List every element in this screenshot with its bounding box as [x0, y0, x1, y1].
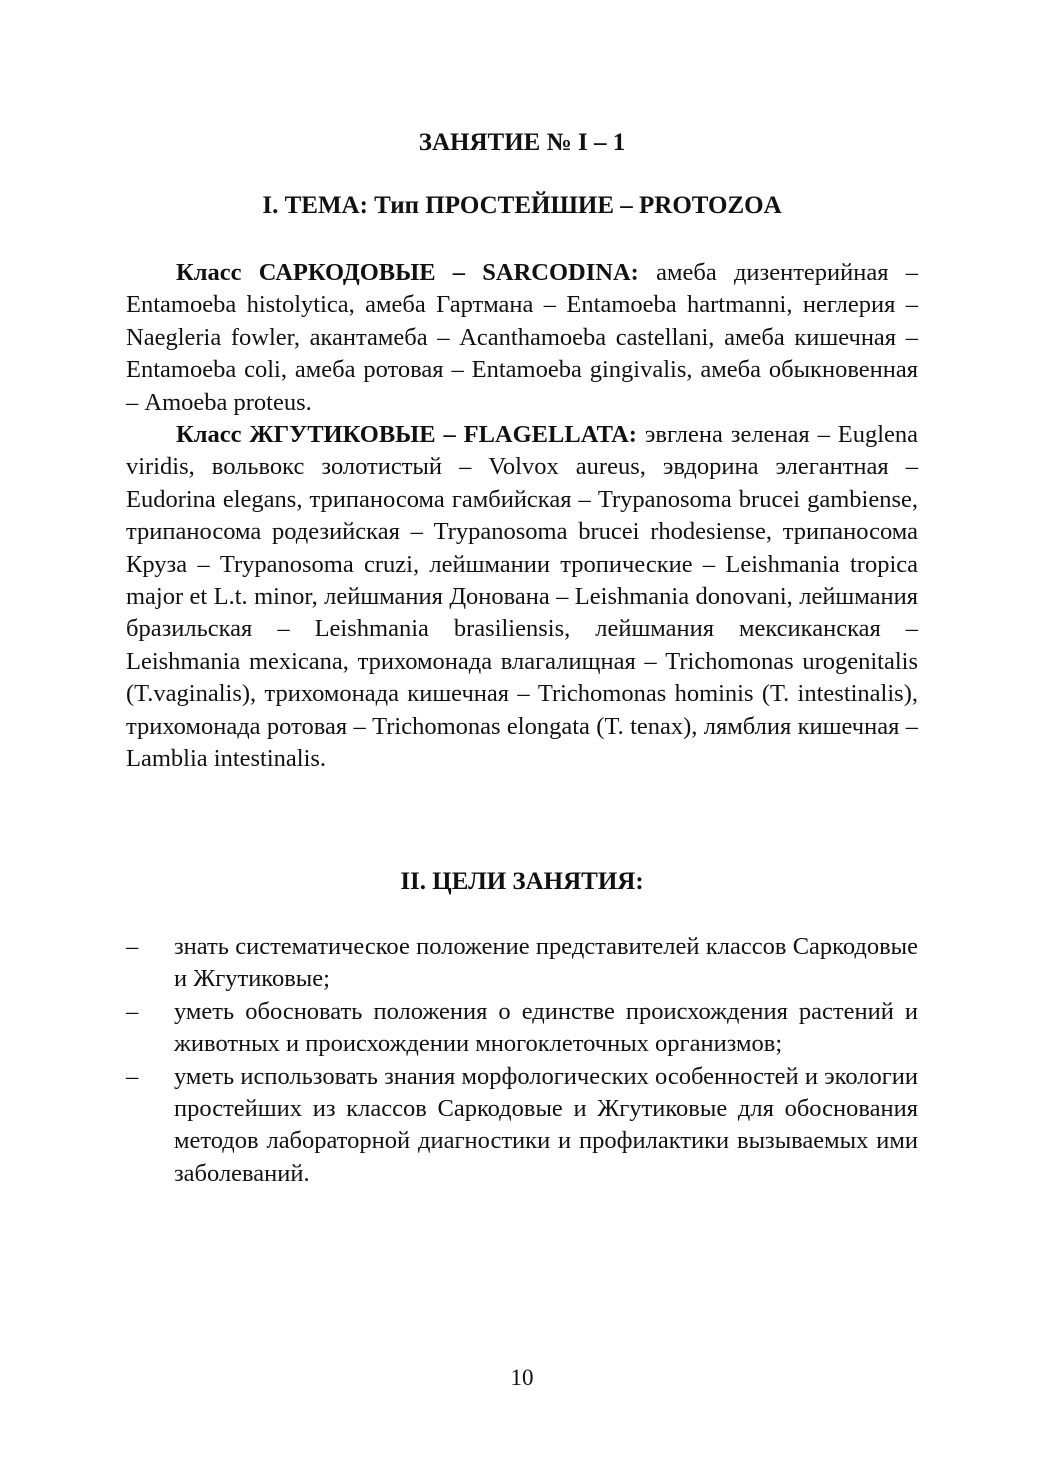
class-sarcodina-text: амеба дизентерийная – Entamoeba histolytica, амеба Гартмана – Entamoeba hartmanni, неглерия – Naegleria fowler, акантамеба – Acanthamoeba castellani, амеба кишечная – Entamoeba coli, амеба ротовая – Entamoeba gingivalis, амеба обыкновенная – Amoeba proteus.: [126, 259, 919, 416]
list-dash: –: [126, 1062, 139, 1090]
goal-item: [126, 1061, 918, 1191]
goal-text: уметь использовать знания морфологических особенностей и экологии простейших из классов Саркодовые и Жгутиковые для обоснования методов лабораторной диагностики и профилактики вызываемых ими заболеваний.: [174, 1062, 918, 1187]
classes-section: [126, 257, 918, 776]
topic-title: I. ТЕМА: Тип ПРОСТЕЙШИЕ – PROTOZOA: [262, 192, 782, 219]
list-dash: –: [126, 933, 139, 960]
goals-list: [126, 931, 918, 1190]
class-flagellata-text: эвглена зеленая – Euglena viridis, вольвокс золотистый – Volvox aureus, эвдорина элегантная – Eudorina elegans, трипаносома гамбийская – Trypanosoma brucei gambiense, трипаносома родезийская – Trypanosoma brucei rhodesiense, трипаносома Круза – Trypanosoma cruzi, лейшмании тропические – Leishmania tropica major et L.t. minor, лейшмания Донована – Leishmania donovani, лейшмания бразильская – Leishmania brasiliensis, лейшмания мексиканская – Leishmania mexicana, трихомонада влагалищная – Trichomonas urogenitalis (T.vaginalis), трихомонада кишечная – Trichomonas hominis (T. intestinalis), трихомонада ротовая – Trichomonas elongata (T. tenax), лямблия кишечная – Lamblia intestinalis.: [126, 421, 919, 773]
goal-text: уметь обосновать положения о единстве происхождения растений и животных и происхождении многоклеточных организмов;: [174, 997, 918, 1058]
class-sarcodina-paragraph: [126, 257, 918, 419]
list-dash: –: [126, 997, 139, 1025]
lesson-title: ЗАНЯТИЕ № I – 1: [418, 129, 626, 156]
goal-item: [126, 931, 918, 996]
class-sarcodina-heading: Класс САРКОДОВЫЕ – SARCODINA:: [176, 259, 639, 286]
class-flagellata-paragraph: [126, 419, 918, 775]
goal-text: знать систематическое положение представителей классов Саркодовые и Жгутиковые;: [174, 933, 918, 993]
goals-title: II. ЦЕЛИ ЗАНЯТИЯ:: [400, 868, 644, 895]
page-number: 10: [510, 1365, 534, 1390]
document-page: [126, 0, 918, 1472]
goal-item: [126, 996, 918, 1061]
class-flagellata-heading: Класс ЖГУТИКОВЫЕ – FLAGELLATA:: [176, 421, 637, 449]
